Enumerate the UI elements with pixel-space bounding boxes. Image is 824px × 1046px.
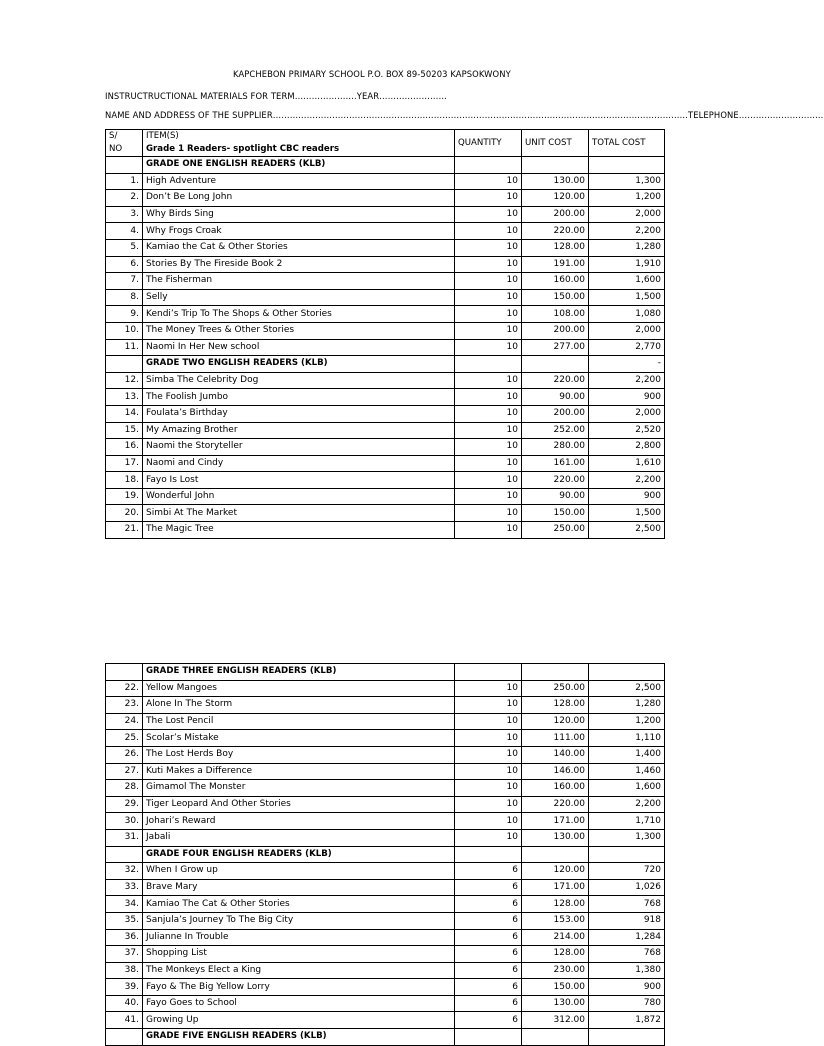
item-title-cell: Fayo & The Big Yellow Lorry bbox=[143, 979, 455, 996]
item-title-cell: Alone In The Storm bbox=[143, 697, 455, 714]
row-number-cell: 36. bbox=[106, 929, 143, 946]
table-row bbox=[106, 289, 665, 306]
item-title-cell: The Lost Pencil bbox=[143, 713, 455, 730]
quantity-header: QUANTITY bbox=[455, 130, 522, 157]
item-title-cell: The Monkeys Elect a King bbox=[143, 962, 455, 979]
table-row bbox=[106, 322, 665, 339]
quantity-cell: 10 bbox=[455, 730, 522, 747]
item-title-cell: Growing Up bbox=[143, 1012, 455, 1029]
table-row bbox=[106, 522, 665, 539]
item-title-cell: Kamiao The Cat & Other Stories bbox=[143, 896, 455, 913]
row-number-cell bbox=[106, 157, 143, 174]
table-row bbox=[106, 829, 665, 846]
row-number-cell: 40. bbox=[106, 995, 143, 1012]
quantity-cell: 10 bbox=[455, 389, 522, 406]
table-row bbox=[106, 190, 665, 207]
grade-section-label: GRADE TWO ENGLISH READERS (KLB) bbox=[143, 356, 455, 373]
table-row bbox=[106, 405, 665, 422]
item-title-cell: Stories By The Fireside Book 2 bbox=[143, 256, 455, 273]
quantity-cell: 10 bbox=[455, 680, 522, 697]
item-title-cell: Wonderful John bbox=[143, 488, 455, 505]
quantity-cell: 10 bbox=[455, 322, 522, 339]
unit-cost-cell: 252.00 bbox=[522, 422, 589, 439]
row-number-cell: 21. bbox=[106, 522, 143, 539]
total-cost-cell: - bbox=[589, 356, 665, 373]
unit-cost-cell: 250.00 bbox=[522, 680, 589, 697]
total-cost-cell: 768 bbox=[589, 896, 665, 913]
table-row bbox=[106, 796, 665, 813]
unit-cost-cell bbox=[522, 356, 589, 373]
total-cost-cell: 1,460 bbox=[589, 763, 665, 780]
unit-cost-cell: 250.00 bbox=[522, 522, 589, 539]
row-number-cell: 35. bbox=[106, 912, 143, 929]
quantity-cell: 10 bbox=[455, 223, 522, 240]
total-cost-cell: 1,080 bbox=[589, 306, 665, 323]
unit-cost-cell: 220.00 bbox=[522, 472, 589, 489]
sno-header-top: S/ bbox=[109, 131, 118, 141]
item-title-cell: Don’t Be Long John bbox=[143, 190, 455, 207]
quantity-cell: 10 bbox=[455, 339, 522, 356]
table-row bbox=[106, 422, 665, 439]
quantity-cell: 10 bbox=[455, 422, 522, 439]
unit-cost-cell: 160.00 bbox=[522, 273, 589, 290]
unit-cost-cell: 280.00 bbox=[522, 439, 589, 456]
item-title-cell: Naomi the Storyteller bbox=[143, 439, 455, 456]
unit-cost-cell: 120.00 bbox=[522, 863, 589, 880]
grade-section-row bbox=[106, 846, 665, 863]
total-cost-cell: 918 bbox=[589, 912, 665, 929]
table-row bbox=[106, 879, 665, 896]
total-cost-cell: 2,200 bbox=[589, 223, 665, 240]
item-title-cell: Jabali bbox=[143, 829, 455, 846]
quantity-cell bbox=[455, 846, 522, 863]
table-row bbox=[106, 780, 665, 797]
row-number-cell: 20. bbox=[106, 505, 143, 522]
quantity-cell: 10 bbox=[455, 796, 522, 813]
item-title-cell: Gimamol The Monster bbox=[143, 780, 455, 797]
total-cost-cell: 900 bbox=[589, 979, 665, 996]
total-cost-cell: 2,500 bbox=[589, 522, 665, 539]
total-cost-cell bbox=[589, 846, 665, 863]
total-cost-cell: 1,400 bbox=[589, 746, 665, 763]
row-number-cell: 28. bbox=[106, 780, 143, 797]
row-number-cell: 15. bbox=[106, 422, 143, 439]
unit-cost-cell: 161.00 bbox=[522, 455, 589, 472]
row-number-cell: 10. bbox=[106, 322, 143, 339]
quantity-cell: 10 bbox=[455, 713, 522, 730]
row-number-cell bbox=[106, 1029, 143, 1046]
item-title-cell: Simba The Celebrity Dog bbox=[143, 372, 455, 389]
table-row bbox=[106, 730, 665, 747]
item-title-cell: The Magic Tree bbox=[143, 522, 455, 539]
row-number-cell: 13. bbox=[106, 389, 143, 406]
unit-cost-cell: 312.00 bbox=[522, 1012, 589, 1029]
item-title-cell: The Foolish Jumbo bbox=[143, 389, 455, 406]
grade-section-label: GRADE THREE ENGLISH READERS (KLB) bbox=[143, 664, 455, 681]
row-number-cell: 7. bbox=[106, 273, 143, 290]
item-title-cell: When I Grow up bbox=[143, 863, 455, 880]
table-row bbox=[106, 995, 665, 1012]
item-title-cell: Kamiao the Cat & Other Stories bbox=[143, 239, 455, 256]
items-header bbox=[143, 130, 455, 157]
item-title-cell: The Money Trees & Other Stories bbox=[143, 322, 455, 339]
grade-section-label: GRADE FOUR ENGLISH READERS (KLB) bbox=[143, 846, 455, 863]
quantity-cell: 6 bbox=[455, 896, 522, 913]
quantity-cell: 10 bbox=[455, 372, 522, 389]
unit-cost-cell bbox=[522, 846, 589, 863]
item-title-cell: The Lost Herds Boy bbox=[143, 746, 455, 763]
table-row bbox=[106, 339, 665, 356]
item-title-cell: Sanjula’s Journey To The Big City bbox=[143, 912, 455, 929]
unit-cost-cell: 90.00 bbox=[522, 389, 589, 406]
table-header-row bbox=[106, 130, 665, 157]
table-row bbox=[106, 256, 665, 273]
unit-cost-cell: 130.00 bbox=[522, 829, 589, 846]
row-number-cell: 6. bbox=[106, 256, 143, 273]
row-number-cell: 41. bbox=[106, 1012, 143, 1029]
unit-cost-cell: 220.00 bbox=[522, 372, 589, 389]
row-number-cell: 9. bbox=[106, 306, 143, 323]
row-number-cell: 14. bbox=[106, 405, 143, 422]
table-row bbox=[106, 239, 665, 256]
item-title-cell: Why Birds Sing bbox=[143, 206, 455, 223]
table-row bbox=[106, 912, 665, 929]
total-cost-cell: 1,500 bbox=[589, 289, 665, 306]
unit-cost-cell bbox=[522, 664, 589, 681]
quantity-cell: 10 bbox=[455, 173, 522, 190]
total-cost-cell bbox=[589, 664, 665, 681]
row-number-cell: 19. bbox=[106, 488, 143, 505]
unit-cost-cell: 120.00 bbox=[522, 190, 589, 207]
unit-cost-cell: 153.00 bbox=[522, 912, 589, 929]
item-title-cell: Fayo Is Lost bbox=[143, 472, 455, 489]
table-row bbox=[106, 372, 665, 389]
unit-cost-cell: 111.00 bbox=[522, 730, 589, 747]
unit-cost-cell: 220.00 bbox=[522, 796, 589, 813]
quantity-cell: 10 bbox=[455, 190, 522, 207]
quantity-cell: 6 bbox=[455, 962, 522, 979]
row-number-cell: 26. bbox=[106, 746, 143, 763]
quantity-cell: 10 bbox=[455, 455, 522, 472]
quantity-cell: 10 bbox=[455, 505, 522, 522]
quantity-cell: 10 bbox=[455, 829, 522, 846]
total-cost-cell: 2,200 bbox=[589, 796, 665, 813]
table-row bbox=[106, 863, 665, 880]
row-number-cell: 18. bbox=[106, 472, 143, 489]
row-number-cell: 33. bbox=[106, 879, 143, 896]
row-number-cell: 31. bbox=[106, 829, 143, 846]
total-cost-cell: 1,500 bbox=[589, 505, 665, 522]
row-number-cell bbox=[106, 846, 143, 863]
unit-cost-cell: 150.00 bbox=[522, 979, 589, 996]
quantity-cell: 10 bbox=[455, 256, 522, 273]
total-cost-cell: 2,000 bbox=[589, 206, 665, 223]
row-number-cell: 8. bbox=[106, 289, 143, 306]
quantity-cell: 10 bbox=[455, 763, 522, 780]
total-cost-cell: 1,610 bbox=[589, 455, 665, 472]
item-title-cell: Scolar’s Mistake bbox=[143, 730, 455, 747]
unit-cost-cell: 191.00 bbox=[522, 256, 589, 273]
quantity-cell: 10 bbox=[455, 306, 522, 323]
quantity-cell: 10 bbox=[455, 405, 522, 422]
item-title-cell: Simbi At The Market bbox=[143, 505, 455, 522]
quantity-cell bbox=[455, 356, 522, 373]
unit-cost-cell bbox=[522, 1029, 589, 1046]
total-cost-cell: 1,284 bbox=[589, 929, 665, 946]
unit-cost-header: UNIT COST bbox=[522, 130, 589, 157]
total-cost-cell: 2,000 bbox=[589, 322, 665, 339]
total-cost-cell: 1,200 bbox=[589, 713, 665, 730]
grade-section-row bbox=[106, 664, 665, 681]
total-cost-cell: 2,200 bbox=[589, 372, 665, 389]
row-number-cell: 34. bbox=[106, 896, 143, 913]
unit-cost-cell: 128.00 bbox=[522, 697, 589, 714]
unit-cost-cell: 230.00 bbox=[522, 962, 589, 979]
item-title-cell: Selly bbox=[143, 289, 455, 306]
total-cost-cell bbox=[589, 157, 665, 174]
row-number-cell: 5. bbox=[106, 239, 143, 256]
row-number-cell: 27. bbox=[106, 763, 143, 780]
item-title-cell: Kuti Makes a Difference bbox=[143, 763, 455, 780]
quantity-cell: 6 bbox=[455, 912, 522, 929]
table-row bbox=[106, 979, 665, 996]
unit-cost-cell: 214.00 bbox=[522, 929, 589, 946]
table-row bbox=[106, 306, 665, 323]
quantity-cell: 10 bbox=[455, 813, 522, 830]
quantity-cell: 6 bbox=[455, 979, 522, 996]
item-title-cell: Fayo Goes to School bbox=[143, 995, 455, 1012]
table-row bbox=[106, 472, 665, 489]
items-header-subtitle: Grade 1 Readers- spotlight CBC readers bbox=[146, 144, 340, 154]
total-cost-header: TOTAL COST bbox=[589, 130, 665, 157]
item-title-cell: Foulata’s Birthday bbox=[143, 405, 455, 422]
term-line: INSTRUCTRUCTIONAL MATERIALS FOR TERM………………….YEAR…………………… bbox=[105, 91, 447, 101]
table-row bbox=[106, 746, 665, 763]
table-row bbox=[106, 697, 665, 714]
item-title-cell: Tiger Leopard And Other Stories bbox=[143, 796, 455, 813]
grade-section-row bbox=[106, 356, 665, 373]
total-cost-cell: 1,110 bbox=[589, 730, 665, 747]
unit-cost-cell: 128.00 bbox=[522, 239, 589, 256]
sno-header-bottom: NO bbox=[109, 144, 123, 154]
quantity-cell: 6 bbox=[455, 879, 522, 896]
grade-section-label: GRADE ONE ENGLISH READERS (KLB) bbox=[143, 157, 455, 174]
unit-cost-cell: 130.00 bbox=[522, 173, 589, 190]
table-row bbox=[106, 455, 665, 472]
total-cost-cell: 2,770 bbox=[589, 339, 665, 356]
table-row bbox=[106, 389, 665, 406]
table-row bbox=[106, 439, 665, 456]
table-row bbox=[106, 206, 665, 223]
quantity-cell: 10 bbox=[455, 780, 522, 797]
total-cost-cell: 900 bbox=[589, 389, 665, 406]
row-number-cell: 17. bbox=[106, 455, 143, 472]
table-row bbox=[106, 763, 665, 780]
quantity-cell: 10 bbox=[455, 273, 522, 290]
total-cost-cell: 1,710 bbox=[589, 813, 665, 830]
total-cost-cell: 1,600 bbox=[589, 273, 665, 290]
total-cost-cell: 768 bbox=[589, 946, 665, 963]
quantity-cell: 10 bbox=[455, 697, 522, 714]
total-cost-cell: 1,872 bbox=[589, 1012, 665, 1029]
total-cost-cell: 720 bbox=[589, 863, 665, 880]
row-number-cell: 24. bbox=[106, 713, 143, 730]
quantity-cell: 10 bbox=[455, 488, 522, 505]
total-cost-cell: 1,300 bbox=[589, 173, 665, 190]
sno-header bbox=[106, 130, 143, 157]
table-row bbox=[106, 962, 665, 979]
total-cost-cell: 1,380 bbox=[589, 962, 665, 979]
row-number-cell: 37. bbox=[106, 946, 143, 963]
unit-cost-cell bbox=[522, 157, 589, 174]
total-cost-cell: 2,500 bbox=[589, 680, 665, 697]
item-title-cell: Johari’s Reward bbox=[143, 813, 455, 830]
readers-table-page-bottom bbox=[105, 663, 665, 1046]
quantity-cell bbox=[455, 664, 522, 681]
row-number-cell: 2. bbox=[106, 190, 143, 207]
total-cost-cell: 1,026 bbox=[589, 879, 665, 896]
item-title-cell: Julianne In Trouble bbox=[143, 929, 455, 946]
row-number-cell: 1. bbox=[106, 173, 143, 190]
row-number-cell: 23. bbox=[106, 697, 143, 714]
total-cost-cell: 1,600 bbox=[589, 780, 665, 797]
quantity-cell: 10 bbox=[455, 472, 522, 489]
item-title-cell: Naomi and Cindy bbox=[143, 455, 455, 472]
unit-cost-cell: 146.00 bbox=[522, 763, 589, 780]
row-number-cell: 38. bbox=[106, 962, 143, 979]
total-cost-cell: 780 bbox=[589, 995, 665, 1012]
table-row bbox=[106, 713, 665, 730]
row-number-cell: 4. bbox=[106, 223, 143, 240]
row-number-cell: 29. bbox=[106, 796, 143, 813]
items-header-label: ITEM(S) bbox=[146, 131, 179, 141]
table-row bbox=[106, 505, 665, 522]
quantity-cell: 6 bbox=[455, 929, 522, 946]
total-cost-cell: 1,280 bbox=[589, 697, 665, 714]
item-title-cell: Shopping List bbox=[143, 946, 455, 963]
quantity-cell: 6 bbox=[455, 946, 522, 963]
grade-section-row bbox=[106, 1029, 665, 1046]
supplier-line: NAME AND ADDRESS OF THE SUPPLIER…………………………………………………………………………………………………………………………………TELEPHONE………………………… bbox=[105, 110, 824, 120]
table-row bbox=[106, 273, 665, 290]
unit-cost-cell: 120.00 bbox=[522, 713, 589, 730]
total-cost-cell: 2,800 bbox=[589, 439, 665, 456]
item-title-cell: Why Frogs Croak bbox=[143, 223, 455, 240]
row-number-cell: 32. bbox=[106, 863, 143, 880]
unit-cost-cell: 200.00 bbox=[522, 405, 589, 422]
unit-cost-cell: 128.00 bbox=[522, 946, 589, 963]
unit-cost-cell: 150.00 bbox=[522, 289, 589, 306]
readers-table-page-top bbox=[105, 129, 665, 539]
quantity-cell: 10 bbox=[455, 206, 522, 223]
total-cost-cell: 1,300 bbox=[589, 829, 665, 846]
unit-cost-cell: 171.00 bbox=[522, 879, 589, 896]
item-title-cell: High Adventure bbox=[143, 173, 455, 190]
table-row bbox=[106, 223, 665, 240]
table-row bbox=[106, 173, 665, 190]
table-row bbox=[106, 488, 665, 505]
row-number-cell: 39. bbox=[106, 979, 143, 996]
grade-section-label: GRADE FIVE ENGLISH READERS (KLB) bbox=[143, 1029, 455, 1046]
total-cost-cell: 2,000 bbox=[589, 405, 665, 422]
total-cost-cell: 2,200 bbox=[589, 472, 665, 489]
row-number-cell: 25. bbox=[106, 730, 143, 747]
table-row bbox=[106, 813, 665, 830]
row-number-cell: 11. bbox=[106, 339, 143, 356]
total-cost-cell: 2,520 bbox=[589, 422, 665, 439]
row-number-cell: 12. bbox=[106, 372, 143, 389]
item-title-cell: The Fisherman bbox=[143, 273, 455, 290]
unit-cost-cell: 140.00 bbox=[522, 746, 589, 763]
table-row bbox=[106, 680, 665, 697]
unit-cost-cell: 90.00 bbox=[522, 488, 589, 505]
unit-cost-cell: 108.00 bbox=[522, 306, 589, 323]
quantity-cell: 10 bbox=[455, 439, 522, 456]
total-cost-cell: 900 bbox=[589, 488, 665, 505]
unit-cost-cell: 171.00 bbox=[522, 813, 589, 830]
total-cost-cell: 1,200 bbox=[589, 190, 665, 207]
row-number-cell bbox=[106, 356, 143, 373]
total-cost-cell: 1,910 bbox=[589, 256, 665, 273]
quantity-cell: 6 bbox=[455, 995, 522, 1012]
row-number-cell: 3. bbox=[106, 206, 143, 223]
quantity-cell bbox=[455, 157, 522, 174]
total-cost-cell bbox=[589, 1029, 665, 1046]
row-number-cell bbox=[106, 664, 143, 681]
quantity-cell: 10 bbox=[455, 746, 522, 763]
unit-cost-cell: 220.00 bbox=[522, 223, 589, 240]
row-number-cell: 16. bbox=[106, 439, 143, 456]
row-number-cell: 22. bbox=[106, 680, 143, 697]
table-row bbox=[106, 896, 665, 913]
quantity-cell: 6 bbox=[455, 863, 522, 880]
table-row bbox=[106, 1012, 665, 1029]
table-row bbox=[106, 946, 665, 963]
unit-cost-cell: 150.00 bbox=[522, 505, 589, 522]
quantity-cell: 10 bbox=[455, 239, 522, 256]
quantity-cell: 10 bbox=[455, 522, 522, 539]
quantity-cell: 10 bbox=[455, 289, 522, 306]
unit-cost-cell: 130.00 bbox=[522, 995, 589, 1012]
unit-cost-cell: 200.00 bbox=[522, 322, 589, 339]
item-title-cell: Yellow Mangoes bbox=[143, 680, 455, 697]
unit-cost-cell: 160.00 bbox=[522, 780, 589, 797]
grade-section-row bbox=[106, 157, 665, 174]
total-cost-cell: 1,280 bbox=[589, 239, 665, 256]
item-title-cell: My Amazing Brother bbox=[143, 422, 455, 439]
unit-cost-cell: 277.00 bbox=[522, 339, 589, 356]
quantity-cell: 6 bbox=[455, 1012, 522, 1029]
quantity-cell bbox=[455, 1029, 522, 1046]
school-title: KAPCHEBON PRIMARY SCHOOL P.O. BOX 89-50203 KAPSOKWONY bbox=[233, 69, 511, 79]
unit-cost-cell: 200.00 bbox=[522, 206, 589, 223]
item-title-cell: Brave Mary bbox=[143, 879, 455, 896]
unit-cost-cell: 128.00 bbox=[522, 896, 589, 913]
table-row bbox=[106, 929, 665, 946]
item-title-cell: Kendi’s Trip To The Shops & Other Stories bbox=[143, 306, 455, 323]
item-title-cell: Naomi In Her New school bbox=[143, 339, 455, 356]
row-number-cell: 30. bbox=[106, 813, 143, 830]
